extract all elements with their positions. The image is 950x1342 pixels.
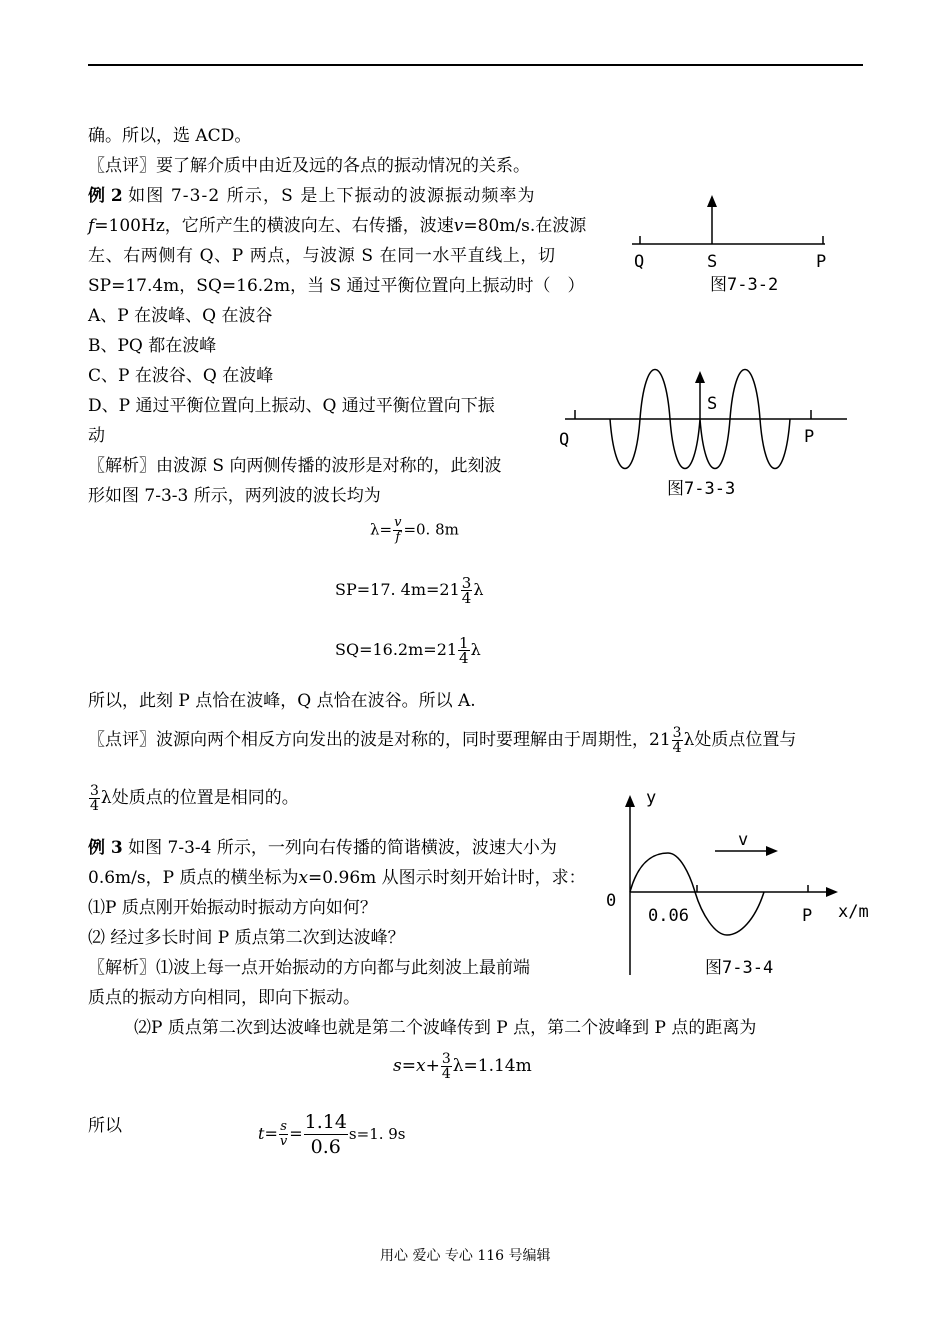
text: 如图 7-3-2 所示，S 是上下振动的波源振动频率为 (128, 186, 536, 206)
numerator: 3 (461, 574, 472, 592)
result-line: 所以，此刻 P 点恰在波峰，Q 点恰在波谷。所以 A. (88, 691, 476, 711)
label-x: x/m (838, 902, 869, 922)
option-a: A、P 在波峰、Q 在波谷 (88, 306, 273, 326)
figure-caption: 图7-3-2 (710, 275, 779, 295)
var-f: f (88, 216, 95, 236)
label-p: P (816, 252, 827, 272)
right-arrow-icon (766, 846, 778, 856)
fraction (304, 1110, 348, 1159)
text: λ处质点位置与 (683, 730, 797, 750)
equation-distance (393, 1052, 532, 1081)
label-q: Q (634, 252, 645, 272)
label-q: Q (559, 430, 570, 450)
text: + (425, 1056, 440, 1076)
up-arrow-icon (695, 371, 705, 383)
fraction (393, 516, 402, 545)
equation-wavelength (370, 516, 459, 545)
option-d-line1: D、P 通过平衡位置向上振动、Q 通过平衡位置向下振 (88, 396, 495, 416)
fraction (89, 784, 100, 813)
analysis-line1: 〖解析〗由波源 S 向两侧传播的波形是对称的，此刻波 (88, 456, 502, 476)
numerator: v (394, 515, 402, 530)
figure-7-3-3 (555, 360, 855, 505)
denominator: 0.6 (310, 1136, 341, 1158)
answer-line3: ⑵P 质点第二次到达波峰也就是第二个波峰传到 P 点，第二个波峰到 P 点的距离为 (134, 1018, 757, 1038)
text: 0.6m/s，P 质点的横坐标为 (88, 868, 299, 888)
equation-time (258, 1110, 406, 1159)
text: = (289, 1124, 303, 1143)
label-s: S (707, 394, 718, 414)
text: λ=1.14m (452, 1056, 532, 1076)
label-y: y (646, 788, 657, 808)
denominator: v (279, 1134, 288, 1149)
up-arrow-icon (707, 195, 717, 207)
example2-line2 (88, 218, 586, 235)
example2-line1 (88, 188, 536, 205)
text: 〖点评〗波源向两个相反方向发出的波是对称的，同时要理解由于周期性，21 (88, 730, 671, 750)
text: =0. 8m (403, 520, 459, 539)
text: = (264, 1124, 278, 1143)
label-v: v (738, 830, 749, 850)
var-x: x (415, 1056, 426, 1076)
question-1: ⑴P 质点刚开始振动时振动方向如何？ (88, 898, 377, 918)
text: λ (473, 580, 484, 599)
option-d-line2: 动 (88, 426, 105, 446)
numerator: s (280, 1119, 287, 1134)
so-label: 所以 (88, 1116, 122, 1136)
fraction (441, 1052, 452, 1081)
figure-7-3-4 (600, 785, 875, 985)
text: s=1. 9s (348, 1125, 406, 1143)
example-label: 例 3 (88, 838, 123, 858)
text: =100Hz，它所产生的横波向左、右传播，波速 (94, 216, 454, 236)
numerator: 1 (459, 634, 469, 652)
figure-7-3-2 (620, 185, 840, 300)
numerator: 3 (90, 783, 99, 799)
option-c: C、P 在波谷、Q 在波峰 (88, 366, 274, 386)
equation-sp (335, 576, 483, 605)
option-b: B、PQ 都在波峰 (88, 336, 217, 356)
numerator: 3 (672, 725, 682, 741)
label-006: 0.06 (648, 906, 689, 926)
x-arrow-icon (826, 887, 838, 897)
text: λ (470, 640, 481, 659)
text: λ= (370, 520, 393, 539)
label-origin: 0 (606, 891, 617, 911)
example2-line4: SP=17.4m，SQ=16.2m，当 S 通过平衡位置向上振动时（ ） (88, 276, 585, 296)
fraction (279, 1120, 288, 1149)
question-2: ⑵ 经过多长时间 P 质点第二次到达波峰？ (88, 928, 405, 948)
answer-line1: 〖解析〗⑴波上每一点开始振动的方向都与此刻波上最前端 (88, 958, 530, 978)
example3-line1 (88, 840, 557, 857)
comment2-line1 (88, 726, 796, 755)
footer: 用心 爱心 专心 116 号编辑 (380, 1248, 551, 1264)
denominator: 4 (672, 740, 682, 756)
answer-line2: 质点的振动方向相同，即向下振动。 (88, 988, 360, 1008)
denominator: 4 (459, 649, 469, 667)
analysis-line2: 形如图 7-3-3 所示，两列波的波长均为 (88, 486, 381, 506)
text: =80m/s.在波源 (463, 216, 587, 236)
text: 如图 7-3-4 所示，一列向右传播的简谐横波，波速大小为 (128, 838, 557, 858)
label-p: P (802, 906, 813, 926)
var-v: v (453, 216, 464, 236)
denominator: 4 (441, 1066, 451, 1082)
comment-line: 〖点评〗要了解介质中由近及远的各点的振动情况的关系。 (88, 156, 530, 176)
label-s: S (707, 252, 718, 272)
text: SP=17. 4m=21 (335, 580, 460, 599)
numerator: 3 (441, 1051, 451, 1067)
denominator: 4 (90, 798, 99, 814)
var-s: s (393, 1056, 402, 1076)
denominator: f (395, 530, 401, 545)
text: = (401, 1056, 416, 1076)
numerator: 1.14 (304, 1111, 347, 1133)
text-line: 确。所以，选 ACD。 (88, 126, 252, 146)
fraction (461, 576, 473, 605)
y-arrow-icon (625, 795, 635, 807)
text: =0.96m 从图示时刻开始计时，求： (308, 868, 586, 888)
fraction (672, 726, 683, 755)
text: λ处质点的位置是相同的。 (100, 788, 299, 808)
var-x: x (298, 868, 309, 888)
comment2-line2 (88, 784, 299, 813)
text: SQ=16.2m=21 (335, 640, 458, 659)
var-t: t (258, 1124, 265, 1143)
example2-line3: 左、右两侧有 Q、P 两点，与波源 S 在同一水平直线上，切 (88, 246, 556, 266)
example3-line2 (88, 870, 586, 887)
fraction (458, 636, 470, 665)
equation-sq (335, 636, 481, 665)
figure-caption: 图7-3-3 (667, 479, 736, 499)
figure-caption: 图7-3-4 (705, 958, 774, 978)
denominator: 4 (461, 589, 472, 607)
header-rule (88, 64, 863, 66)
label-p: P (804, 427, 815, 447)
example-label: 例 2 (88, 186, 123, 206)
